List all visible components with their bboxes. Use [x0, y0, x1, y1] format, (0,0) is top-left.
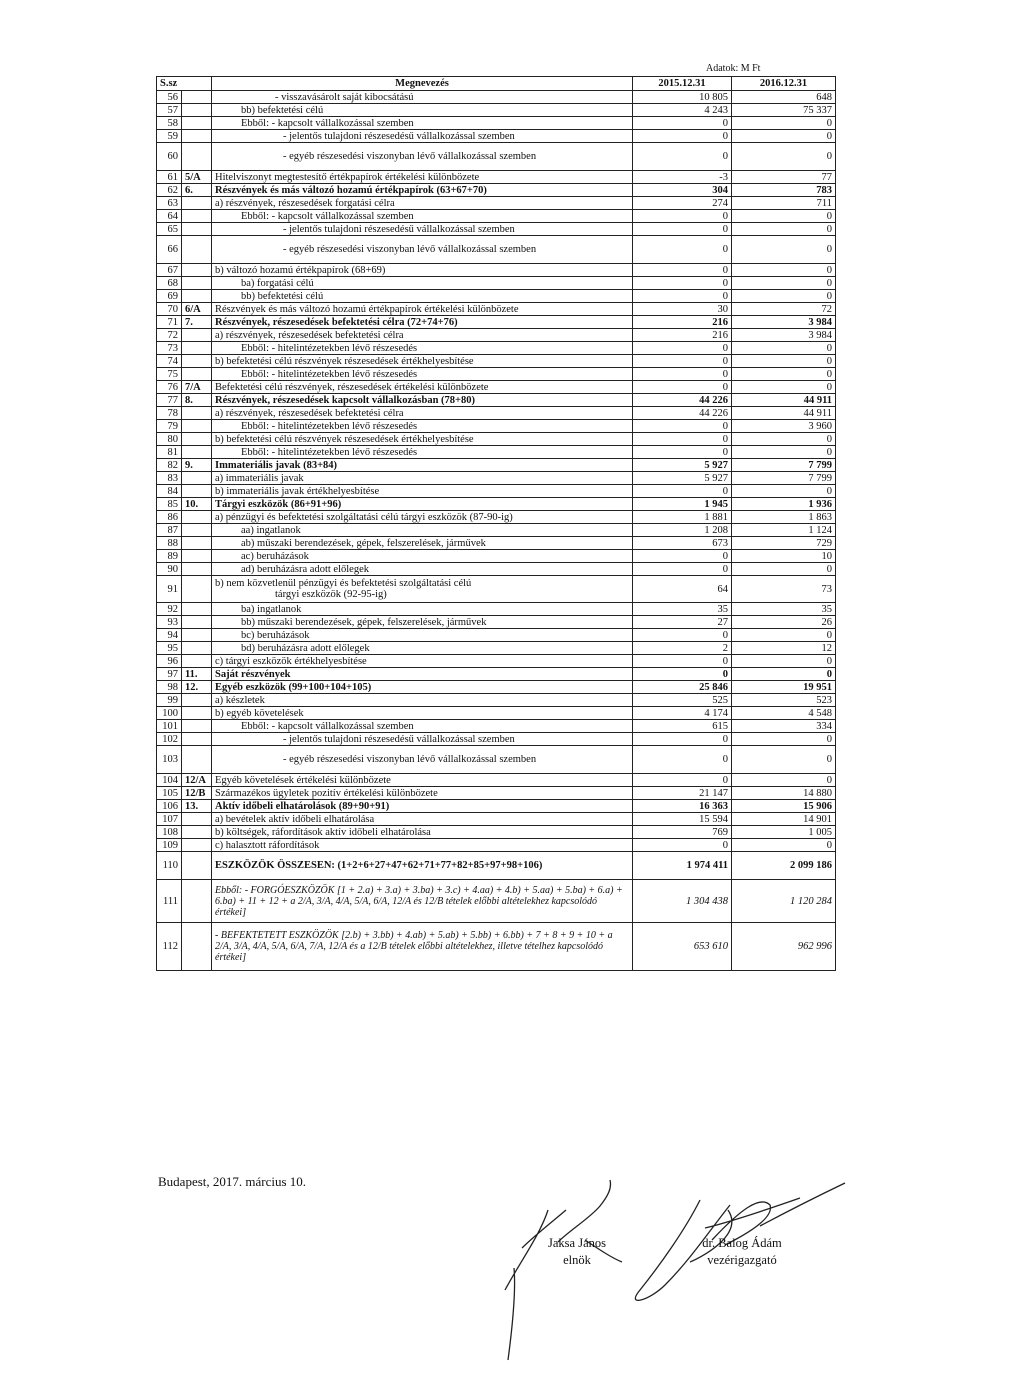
row-number: 109: [157, 839, 182, 852]
value-2015: 30: [633, 303, 732, 316]
value-2016: 1 120 284: [732, 880, 836, 923]
row-number: 70: [157, 303, 182, 316]
value-2015: 16 363: [633, 800, 732, 813]
signature-1-name: Jaksa János: [548, 1236, 606, 1250]
value-2016: 523: [732, 694, 836, 707]
value-2016: 0: [732, 381, 836, 394]
row-code: 7.: [182, 316, 212, 329]
row-label-text: a) immateriális javak: [215, 472, 304, 484]
row-number: 99: [157, 694, 182, 707]
row-number: 59: [157, 130, 182, 143]
value-2016: 75 337: [732, 104, 836, 117]
value-2016: 0: [732, 143, 836, 171]
row-code: 5/A: [182, 171, 212, 184]
row-number: 76: [157, 381, 182, 394]
value-2015: 216: [633, 329, 732, 342]
row-number: 83: [157, 472, 182, 485]
row-code: 11.: [182, 668, 212, 681]
value-2016: 3 960: [732, 420, 836, 433]
value-2016: 711: [732, 197, 836, 210]
row-label-text: - egyéb részesedési viszonyban lévő vállalkozással szemben: [283, 754, 537, 765]
row-number: 62: [157, 184, 182, 197]
row-number: 80: [157, 433, 182, 446]
value-2016: 0: [732, 223, 836, 236]
value-2015: 1 881: [633, 511, 732, 524]
row-number: 91: [157, 576, 182, 603]
value-2016: 0: [732, 130, 836, 143]
value-2016: 0: [732, 355, 836, 368]
row-number: 81: [157, 446, 182, 459]
row-number: 104: [157, 774, 182, 787]
value-2015: 615: [633, 720, 732, 733]
row-number: 106: [157, 800, 182, 813]
row-number: 58: [157, 117, 182, 130]
value-2016: 7 799: [732, 472, 836, 485]
signature-block-2: [682, 1235, 802, 1269]
value-2016: 4 548: [732, 707, 836, 720]
row-number: 79: [157, 420, 182, 433]
row-label-text: a) bevételek aktív időbeli elhatárolása: [215, 813, 375, 825]
header-sz: S.sz: [157, 77, 212, 91]
value-2016: 73: [732, 576, 836, 603]
signature-1-title: elnök: [563, 1253, 591, 1267]
row-label-text: a) készletek: [215, 694, 265, 706]
row-label-text: c) halasztott ráfordítások: [215, 839, 320, 851]
row-number: 84: [157, 485, 182, 498]
value-2015: 0: [633, 210, 732, 223]
row-number: 75: [157, 368, 182, 381]
row-label-text: bb) befektetési célú: [241, 104, 324, 116]
place-date: Budapest, 2017. március 10.: [158, 1174, 307, 1189]
row-label-text: Részvények, részesedések befektetési célra (72+74+76): [215, 316, 458, 328]
row-label-text: Ebből: - hitelintézetekben lévő részesedés: [241, 420, 418, 432]
row-label-text: Befektetési célú részvények, részesedések értékelési különbözete: [215, 381, 489, 393]
unit-note: Adatok: M Ft: [706, 63, 761, 74]
row-number: 94: [157, 629, 182, 642]
row-label-text: - jelentős tulajdoni részesedésű vállalkozással szemben: [283, 130, 515, 142]
row-label-text: Ebből: - kapcsolt vállalkozással szemben: [241, 210, 414, 222]
row-number: 74: [157, 355, 182, 368]
value-2015: 0: [633, 563, 732, 576]
value-2015: 1 945: [633, 498, 732, 511]
value-2015: 0: [633, 774, 732, 787]
value-2016: 3 984: [732, 316, 836, 329]
row-label-text: Saját részvények: [215, 668, 291, 680]
value-2015: 0: [633, 839, 732, 852]
row-label-text: b) egyéb követelések: [215, 707, 304, 719]
value-2015: 25 846: [633, 681, 732, 694]
value-2016: 0: [732, 368, 836, 381]
value-2015: 0: [633, 143, 732, 171]
row-number: 68: [157, 277, 182, 290]
row-code: 13.: [182, 800, 212, 813]
value-2016: 0: [732, 655, 836, 668]
header-2015: 2015.12.31: [633, 77, 732, 91]
value-2016: 2 099 186: [732, 852, 836, 880]
row-number: 92: [157, 603, 182, 616]
row-label-text: c) tárgyi eszközök értékhelyesbítése: [215, 655, 367, 667]
value-2015: 64: [633, 576, 732, 603]
value-2015: 4 243: [633, 104, 732, 117]
row-number: 97: [157, 668, 182, 681]
value-2016: 0: [732, 342, 836, 355]
value-2016: 35: [732, 603, 836, 616]
row-label-text: Egyéb eszközök (99+100+104+105): [215, 681, 372, 693]
value-2015: 0: [633, 264, 732, 277]
row-code: 8.: [182, 394, 212, 407]
value-2016: 44 911: [732, 394, 836, 407]
row-number: 101: [157, 720, 182, 733]
value-2016: 0: [732, 746, 836, 774]
value-2015: 0: [633, 117, 732, 130]
row-label-text: b) változó hozamú értékpapírok (68+69): [215, 264, 386, 276]
row-number: 93: [157, 616, 182, 629]
row-label-text-line2: tárgyi eszközök (92-95-ig): [275, 589, 387, 600]
row-number: 98: [157, 681, 182, 694]
value-2015: 0: [633, 223, 732, 236]
value-2015: 44 226: [633, 407, 732, 420]
value-2015: 2: [633, 642, 732, 655]
value-2016: 0: [732, 485, 836, 498]
row-number: 105: [157, 787, 182, 800]
value-2015: 35: [633, 603, 732, 616]
value-2015: 0: [633, 290, 732, 303]
row-number: 66: [157, 236, 182, 264]
value-2016: 77: [732, 171, 836, 184]
row-number: 72: [157, 329, 182, 342]
value-2015: 0: [633, 746, 732, 774]
row-number: 57: [157, 104, 182, 117]
row-label-text: a) részvények, részesedések befektetési célra: [215, 407, 404, 419]
row-label-text: Ebből: - kapcsolt vállalkozással szemben: [241, 720, 414, 732]
row-code: 6/A: [182, 303, 212, 316]
row-label-text: a) részvények, részesedések forgatási célra: [215, 197, 395, 209]
row-label-text: ac) beruházások: [241, 550, 309, 562]
signature-1-scrawl: [505, 1180, 622, 1360]
row-number: 89: [157, 550, 182, 563]
row-label-text: Részvények és más változó hozamú értékpapírok (63+67+70): [215, 184, 487, 196]
value-2015: 304: [633, 184, 732, 197]
value-2015: 27: [633, 616, 732, 629]
row-label-text: Részvények, részesedések kapcsolt vállalkozásban (78+80): [215, 394, 476, 406]
row-number: 102: [157, 733, 182, 746]
row-label-text: bb) műszaki berendezések, gépek, felszerelések, járművek: [241, 616, 487, 628]
value-2016: 1 863: [732, 511, 836, 524]
value-2016: 14 901: [732, 813, 836, 826]
row-code: 9.: [182, 459, 212, 472]
value-2016: 962 996: [732, 923, 836, 971]
row-number: 95: [157, 642, 182, 655]
row-label-text: Származékos ügyletek pozitív értékelési különbözete: [215, 787, 438, 799]
row-label-text: Részvények és más változó hozamú értékpapírok értékelési különbözete: [215, 303, 519, 315]
value-2016: 0: [732, 733, 836, 746]
header-name: Megnevezés: [212, 77, 633, 91]
row-number: 85: [157, 498, 182, 511]
row-label-text: Ebből: - hitelintézetekben lévő részesedés: [241, 368, 418, 380]
row-number: 103: [157, 746, 182, 774]
value-2016: 19 951: [732, 681, 836, 694]
row-label-text: bd) beruházásra adott előlegek: [241, 642, 370, 654]
value-2016: 0: [732, 236, 836, 264]
row-label-text: ESZKÖZÖK ÖSSZESEN: (1+2+6+27+47+62+71+77+82+85+97+98+106): [215, 860, 543, 871]
row-label-text: bc) beruházások: [241, 629, 310, 641]
row-label-text: b) immateriális javak értékhelyesbítése: [215, 485, 380, 497]
row-label-text: ab) műszaki berendezések, gépek, felszerelések, járművek: [241, 537, 486, 549]
value-2015: 0: [633, 733, 732, 746]
value-2016: 12: [732, 642, 836, 655]
value-2015: 0: [633, 342, 732, 355]
row-number: 65: [157, 223, 182, 236]
value-2016: 0: [732, 774, 836, 787]
row-label-text: Tárgyi eszközök (86+91+96): [215, 498, 342, 510]
row-label-text: a) pénzügyi és befektetési szolgáltatási célú tárgyi eszközök (87-90-ig): [215, 511, 513, 523]
row-number: 78: [157, 407, 182, 420]
row-code: 10.: [182, 498, 212, 511]
row-label-text: Immateriális javak (83+84): [215, 459, 338, 471]
row-label-text: - jelentős tulajdoni részesedésű vállalkozással szemben: [283, 223, 515, 235]
value-2016: 14 880: [732, 787, 836, 800]
value-2015: 525: [633, 694, 732, 707]
row-code: 6.: [182, 184, 212, 197]
value-2015: 274: [633, 197, 732, 210]
value-2016: 0: [732, 117, 836, 130]
value-2016: 783: [732, 184, 836, 197]
row-label-text: Ebből: - hitelintézetekben lévő részesedés: [241, 446, 418, 458]
value-2015: -3: [633, 171, 732, 184]
value-2016: 7 799: [732, 459, 836, 472]
row-number: 108: [157, 826, 182, 839]
value-2016: 1 936: [732, 498, 836, 511]
row-label-text: - BEFEKTETETT ESZKÖZÖK [2.b) + 3.bb) + 4.ab) + 5.ab) + 5.bb) + 6.bb) + 7 + 8 + 9 + 10 + a 2/A, 3/A, 4/A, 5/A, 6/A, 7/A, 12/A és a 12/B tételek előbbi altételekhez, illetve tételhez kapcsolódó értékei]: [215, 930, 613, 963]
value-2016: 0: [732, 433, 836, 446]
signature-2-name: dr. Balog Ádám: [702, 1236, 782, 1250]
row-code: 12/A: [182, 774, 212, 787]
row-number: 61: [157, 171, 182, 184]
row-label-text: Ebből: - hitelintézetekben lévő részesedés: [241, 342, 418, 354]
row-number: 110: [157, 852, 182, 880]
row-label-text: Aktív időbeli elhatárolások (89+90+91): [215, 800, 390, 812]
value-2015: 0: [633, 446, 732, 459]
value-2016: 0: [732, 839, 836, 852]
signature-block-1: [522, 1235, 632, 1269]
row-number: 96: [157, 655, 182, 668]
value-2016: 729: [732, 537, 836, 550]
value-2015: 44 226: [633, 394, 732, 407]
row-number: 112: [157, 923, 182, 971]
row-number: 69: [157, 290, 182, 303]
value-2015: 0: [633, 629, 732, 642]
row-number: 86: [157, 511, 182, 524]
row-label-text: b) befektetési célú részvények részesedések értékhelyesbítése: [215, 355, 474, 367]
value-2015: 1 974 411: [633, 852, 732, 880]
value-2015: 0: [633, 277, 732, 290]
row-label-text: bb) befektetési célú: [241, 290, 324, 302]
row-label-text: ba) ingatlanok: [241, 603, 302, 615]
row-label-text: Egyéb követelések értékelési különbözete: [215, 774, 391, 786]
value-2016: 1 005: [732, 826, 836, 839]
value-2016: 15 906: [732, 800, 836, 813]
row-label-text: Ebből: - FORGÓESZKÖZÖK [1 + 2.a) + 3.a) + 3.ba) + 3.c) + 4.aa) + 4.b) + 5.aa) + 5.ba) + 6.a) + 6.ba) + 11 + 12 + a 2/A, 3/A, 4/A, 5/A, 6/A, 12/A és 12/B tételek előbbi altételekhez kapcsolódó értékei]: [215, 884, 623, 918]
value-2015: 0: [633, 420, 732, 433]
value-2015: 10 805: [633, 91, 732, 104]
value-2015: 1 208: [633, 524, 732, 537]
value-2015: 0: [633, 433, 732, 446]
row-label-text: - visszavásárolt saját kibocsátású: [275, 91, 414, 103]
row-number: 111: [157, 880, 182, 923]
value-2015: 0: [633, 381, 732, 394]
value-2016: 72: [732, 303, 836, 316]
value-2015: 5 927: [633, 459, 732, 472]
value-2016: 0: [732, 668, 836, 681]
value-2016: 0: [732, 563, 836, 576]
row-number: 82: [157, 459, 182, 472]
value-2015: 0: [633, 655, 732, 668]
row-number: 64: [157, 210, 182, 223]
row-number: 77: [157, 394, 182, 407]
row-number: 71: [157, 316, 182, 329]
value-2016: 0: [732, 210, 836, 223]
value-2015: 653 610: [633, 923, 732, 971]
row-code: 12.: [182, 681, 212, 694]
value-2015: 769: [633, 826, 732, 839]
row-label-text: - egyéb részesedési viszonyban lévő vállalkozással szemben: [283, 151, 537, 162]
value-2016: 26: [732, 616, 836, 629]
row-code: 12/B: [182, 787, 212, 800]
value-2016: 1 124: [732, 524, 836, 537]
value-2015: 21 147: [633, 787, 732, 800]
row-label-text: ad) beruházásra adott előlegek: [241, 563, 369, 575]
value-2015: 673: [633, 537, 732, 550]
value-2015: 0: [633, 130, 732, 143]
row-number: 56: [157, 91, 182, 104]
value-2015: 0: [633, 236, 732, 264]
value-2016: 334: [732, 720, 836, 733]
row-number: 88: [157, 537, 182, 550]
row-number: 87: [157, 524, 182, 537]
row-number: 73: [157, 342, 182, 355]
row-label-text: - jelentős tulajdoni részesedésű vállalkozással szemben: [283, 733, 515, 745]
value-2016: 0: [732, 446, 836, 459]
value-2015: 216: [633, 316, 732, 329]
value-2015: 5 927: [633, 472, 732, 485]
value-2016: 0: [732, 264, 836, 277]
row-number: 63: [157, 197, 182, 210]
value-2015: 0: [633, 485, 732, 498]
row-label-text: a) részvények, részesedések befektetési célra: [215, 329, 404, 341]
row-code: 7/A: [182, 381, 212, 394]
row-label-text: Hitelviszonyt megtestesítő értékpapírok értékelési különbözete: [215, 171, 480, 183]
value-2016: 0: [732, 290, 836, 303]
value-2015: 0: [633, 355, 732, 368]
value-2015: 0: [633, 550, 732, 563]
row-number: 107: [157, 813, 182, 826]
row-label-text: b) nem közvetlenül pénzügyi és befektetési szolgáltatási célú: [215, 578, 472, 589]
row-label-text: - egyéb részesedési viszonyban lévő vállalkozással szemben: [283, 244, 537, 255]
value-2016: 0: [732, 629, 836, 642]
value-2016: 3 984: [732, 329, 836, 342]
row-label-text: ba) forgatási célú: [241, 277, 314, 289]
row-number: 100: [157, 707, 182, 720]
row-label-text: aa) ingatlanok: [241, 524, 301, 536]
value-2015: 15 594: [633, 813, 732, 826]
value-2016: 0: [732, 277, 836, 290]
signature-2-title: vezérigazgató: [707, 1253, 777, 1267]
row-number: 60: [157, 143, 182, 171]
row-number: 67: [157, 264, 182, 277]
row-label-text: b) befektetési célú részvények részesedések értékhelyesbítése: [215, 433, 474, 445]
value-2015: 0: [633, 368, 732, 381]
value-2015: 4 174: [633, 707, 732, 720]
header-2016: 2016.12.31: [732, 77, 836, 91]
row-number: 90: [157, 563, 182, 576]
value-2016: 10: [732, 550, 836, 563]
value-2016: 44 911: [732, 407, 836, 420]
value-2015: 1 304 438: [633, 880, 732, 923]
row-label-text: Ebből: - kapcsolt vállalkozással szemben: [241, 117, 414, 129]
row-label-text: b) költségek, ráfordítások aktív időbeli elhatárolása: [215, 826, 431, 838]
value-2016: 648: [732, 91, 836, 104]
value-2015: 0: [633, 668, 732, 681]
